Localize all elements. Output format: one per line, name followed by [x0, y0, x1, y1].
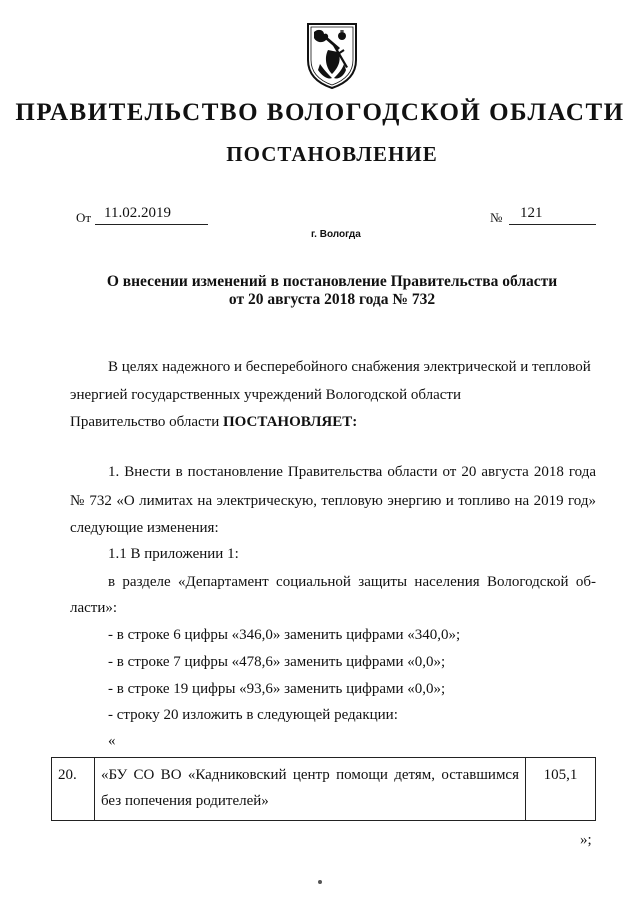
date-value: 11.02.2019 [104, 205, 171, 221]
change-item-1: - в строке 6 цифры «346,0» заменить цифрами «340,0»; [108, 627, 461, 643]
paragraph-1-line-3: следующие изменения: [70, 520, 219, 536]
number-value: 121 [520, 205, 543, 221]
decree-keyword: ПОСТАНОВЛЯЕТ: [222, 414, 358, 430]
paragraph-section-line-2: ласти»: [70, 600, 118, 616]
limit-value: 105,1 [543, 767, 578, 783]
change-item-4: - строку 20 изложить в следующей редакции: [108, 707, 398, 723]
institution-cell [95, 758, 526, 821]
coat-of-arms-emblem [302, 20, 362, 90]
preamble-line-1: В целях надежного и бесперебойного снабжения электрической и тепловой [108, 359, 591, 375]
paragraph-1-line-1: 1. Внести в постановление Правительства области от 20 августа 2018 года [108, 464, 596, 480]
paragraph-1-1: 1.1 В приложении 1: [108, 546, 239, 562]
subject-line-2: от 20 августа 2018 года № 732 [228, 291, 436, 308]
subject-line-1: О внесении изменений в постановление Правительства области [106, 273, 558, 290]
institution-name-line-1: «БУ СО ВО «Кадниковский центр помощи детям, оставшимся [101, 767, 519, 783]
preamble-line-3-prefix: Правительство области [70, 414, 223, 430]
change-item-3: - в строке 19 цифры «93,6» заменить цифрами «0,0»; [108, 681, 446, 697]
document-type-title: ПОСТАНОВЛЕНИЕ [226, 142, 438, 166]
page-mark [318, 880, 322, 884]
government-title: ПРАВИТЕЛЬСТВО ВОЛОГОДСКОЙ ОБЛАСТИ [15, 99, 625, 126]
row-number: 20. [58, 767, 77, 783]
institution-name-line-2: без попечения родителей» [101, 793, 269, 809]
opening-quote: « [108, 733, 116, 749]
row-number-cell [52, 758, 95, 821]
date-underline [95, 224, 208, 225]
date-label: От [76, 210, 92, 225]
replacement-row-table [51, 757, 596, 821]
closing-quote: »; [580, 832, 592, 848]
paragraph-1-line-2: № 732 «О лимитах на электрическую, тепловую энергию и топливо на 2019 год» [70, 493, 596, 509]
preamble-line-2: энергией государственных учреждений Вологодской области [70, 387, 462, 403]
preamble-line-3 [70, 414, 357, 431]
change-item-2: - в строке 7 цифры «478,6» заменить цифрами «0,0»; [108, 654, 446, 670]
table-row [52, 758, 596, 821]
city-name: г. Вологда [311, 229, 361, 240]
number-underline [509, 224, 596, 225]
paragraph-section-line-1: в разделе «Департамент социальной защиты населения Вологодской об- [108, 574, 596, 590]
number-label: № [490, 210, 503, 225]
limit-value-cell [526, 758, 596, 821]
